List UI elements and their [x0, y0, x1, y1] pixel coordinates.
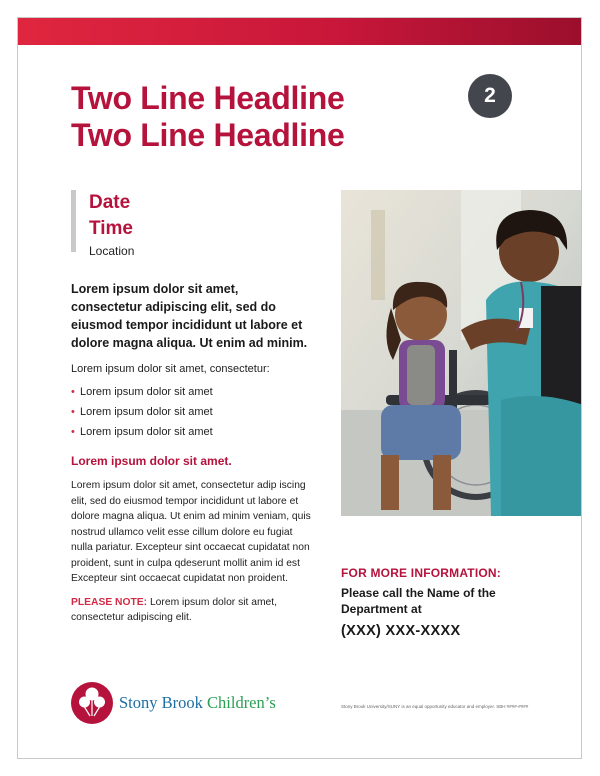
headline-line-2: Two Line Headline — [71, 117, 345, 153]
lead-paragraph: Lorem ipsum dolor sit amet, consectetur: — [71, 363, 270, 375]
logo-wordmark-part-2: Children’s — [207, 693, 276, 712]
please-note-label: PLEASE NOTE: — [71, 596, 148, 608]
logo-wordmark — [119, 693, 276, 713]
flyer-page — [17, 17, 582, 759]
bullet-item: • Lorem ipsum dolor sit amet — [71, 382, 311, 402]
footer-disclaimer: Stony Brook University/SUNY is an equal opportunity educator and employer. SBH ####-#### — [341, 704, 529, 709]
top-color-bar — [18, 18, 581, 45]
event-time: Time — [89, 218, 134, 239]
bullet-item: • Lorem ipsum dolor sit amet — [71, 402, 311, 422]
stony-brook-childrens-logo — [71, 682, 276, 724]
page-number-badge: 2 — [468, 74, 512, 118]
subheading: Lorem ipsum dolor sit amet. — [71, 454, 232, 468]
logo-wordmark-part-1: Stony Brook — [119, 693, 208, 712]
bullet-list — [71, 382, 311, 442]
main-content — [71, 280, 311, 626]
please-note — [71, 595, 311, 626]
body-paragraph: Lorem ipsum dolor sit amet, consectetur adip iscing elit, sed do eiusmod tempor incididunt ut labore et dolore magna aliqua. Ut enim ad minim veniam, quis nostrud ullamco velit esse cillum dolore eu fugiat nulla pariatur. Excepteur sint occaecat cupidatat non proident, sunt in culpa qdeserunt mollit anim id est Excepteur sint occaecat cupidatat non proident. — [71, 480, 311, 584]
more-info-title: FOR MORE INFORMATION: — [341, 566, 501, 580]
more-info-call: Please call the Name of the Department at — [341, 586, 496, 616]
phone-number: (XXX) XXX-XXXX — [341, 623, 461, 639]
bullet-item: • Lorem ipsum dolor sit amet — [71, 422, 311, 442]
event-location: Location — [89, 244, 135, 258]
photo-illustration — [341, 190, 582, 516]
more-information — [341, 566, 561, 639]
intro-paragraph: Lorem ipsum dolor sit amet, consectetur adipiscing elit, sed do eiusmod tempor incididunt ut labore et dolore magna aliqua. Ut enim ad minim. — [71, 282, 308, 350]
headline-line-1: Two Line Headline — [71, 80, 345, 116]
event-date: Date — [89, 192, 131, 213]
headline — [71, 80, 344, 154]
balloons-logo-icon — [71, 682, 113, 724]
event-details — [71, 190, 135, 258]
nurse-and-child-in-wheelchair-photo — [341, 190, 582, 516]
please-note-text: Lorem ipsum dolor sit amet, consectetur adipiscing elit. — [71, 596, 277, 623]
